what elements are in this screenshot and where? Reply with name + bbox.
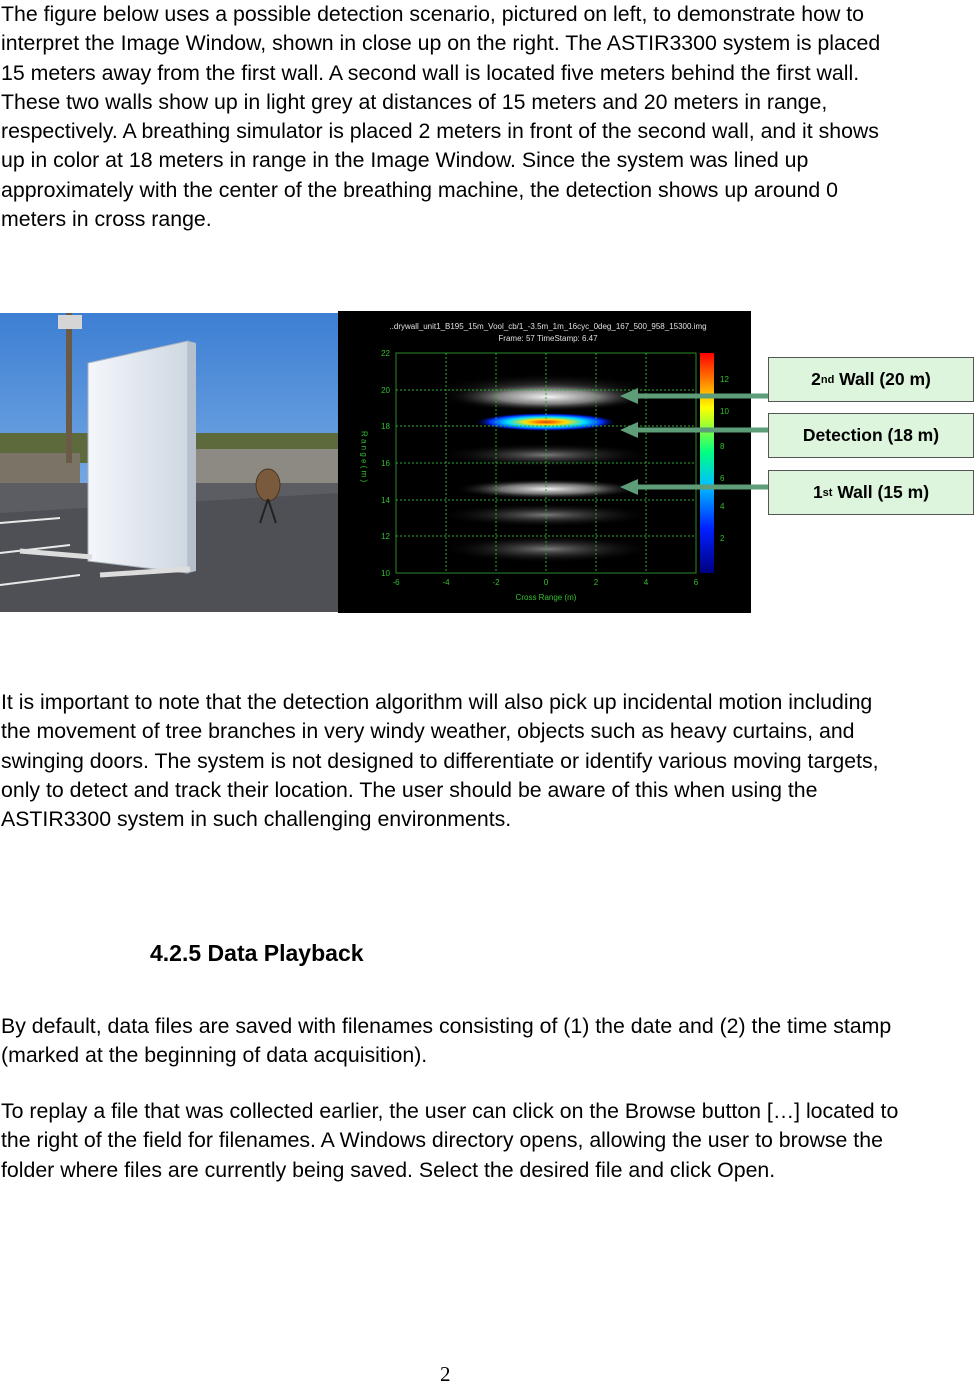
y-axis-label: R a n g e ( m ) <box>359 431 369 483</box>
colorbar-tick: 8 <box>720 442 725 451</box>
image-window-title: ..drywall_unit1_B195_15m_Vool_cb/1_-3.5m_1m_16cyc_0deg_167_500_958_15300.img <box>389 322 707 331</box>
second-wall-echo <box>448 383 648 411</box>
replay-paragraph: To replay a file that was collected earlier, the user can click on the Browse button […] located to the right of the field for filenames. A Windows directory opens, allowing the user to browse the folder where files are currently being saved. Select the desired file and click Open. <box>1 1099 899 1182</box>
x-tick: 4 <box>643 578 649 587</box>
colorbar-tick: 2 <box>720 534 725 543</box>
y-tick: 16 <box>381 459 390 468</box>
note-paragraph: It is important to note that the detection algorithm will also pick up incidental motion including the movement of tree branches in very windy weather, objects such as heavy curtains, and swinging doors. The system is not designed to differentiate or identify various moving targets, only to detect and track their location. The user should be aware of this when using the ASTIR3300 system in such challenging environments. <box>1 690 879 832</box>
image-window <box>338 311 751 613</box>
y-tick: 10 <box>381 569 390 578</box>
colorbar-tick: 6 <box>720 474 725 483</box>
x-axis-label: Cross Range (m) <box>515 593 577 602</box>
x-tick: -4 <box>442 578 450 587</box>
scene-photo <box>0 313 338 612</box>
y-tick: 14 <box>381 496 390 505</box>
x-tick: 6 <box>693 578 699 587</box>
first-wall-echo <box>453 479 643 499</box>
colorbar <box>700 353 714 573</box>
colorbar-tick: 10 <box>720 407 729 416</box>
page-number: 2 <box>440 1362 451 1386</box>
y-tick: 22 <box>381 349 390 358</box>
intro-paragraph: The figure below uses a possible detection scenario, pictured on left, to demonstrate how to interpret the Image Window, shown in close up on the right. The ASTIR3300 system is placed 15 meters away from the first wall. A second wall is located five meters behind the first wall. These two walls show up in light grey at distances of 15 meters and 20 meters in range, respectively. A breathing simulator is placed 2 meters in front of the second wall, and it shows up in color at 18 meters in range in the Image Window. Since the system was lined up approximately with the center of the breathing machine, the detection shows up around 0 meters in cross range. <box>1 2 881 232</box>
y-tick: 18 <box>381 422 390 431</box>
y-tick: 20 <box>381 386 390 395</box>
callout-first-wall: 1 st Wall (15 m) <box>768 470 974 515</box>
x-tick: -2 <box>492 578 500 587</box>
colorbar-tick: 12 <box>720 375 729 384</box>
section-heading: 4.2.5 Data Playback <box>150 940 364 966</box>
y-tick: 12 <box>381 532 390 541</box>
colorbar-tick: 4 <box>720 502 725 511</box>
x-tick: -6 <box>392 578 400 587</box>
callout-detection: Detection (18 m) <box>768 413 974 458</box>
callout-second-wall: 2 nd Wall (20 m) <box>768 357 974 402</box>
x-tick: 0 <box>543 578 549 587</box>
x-tick: 2 <box>593 578 599 587</box>
default-filenames-paragraph: By default, data files are saved with filenames consisting of (1) the date and (2) the time stamp (marked at the beginning of data acquisition). <box>1 1014 892 1068</box>
image-window-frame-info: Frame: 57 TimeStamp: 6.47 <box>498 334 598 343</box>
